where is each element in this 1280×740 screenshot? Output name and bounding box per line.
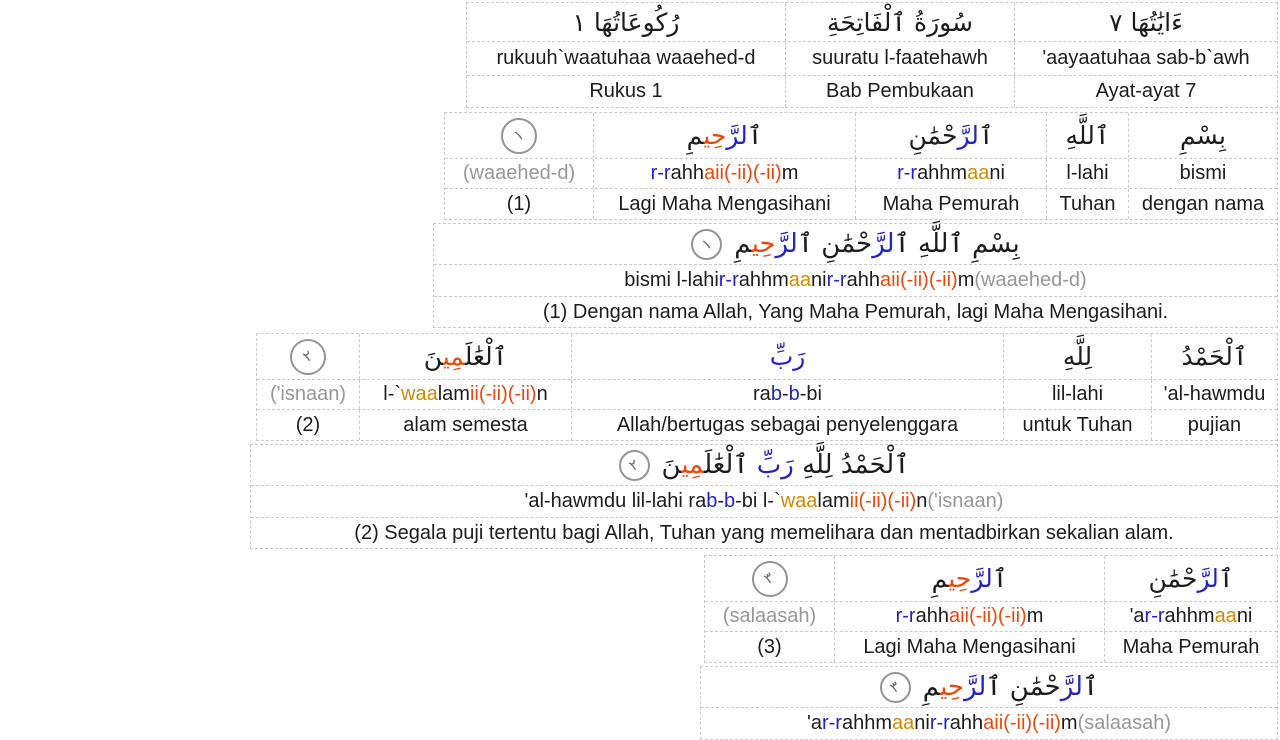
verse-number-digit: ١	[698, 233, 715, 254]
verse-number-circle	[752, 561, 788, 597]
header-translation-row	[467, 75, 1277, 107]
verse-number-digit: ٢	[299, 346, 316, 366]
verse2-arabic-row	[257, 334, 1277, 379]
header-arabic-ayat-count: ءَايَٰتُهَا ٧	[1014, 3, 1277, 41]
verse-number-digit: ٢	[625, 454, 642, 475]
verse1-translation-allah: Tuhan	[1046, 189, 1128, 219]
verse1-arabic-word-bismi: بِسْمِ	[1128, 113, 1277, 158]
surah-header-table	[466, 2, 1278, 108]
verse1-arabic-word-arrahman: ٱ لرَّ حْمَٰنِ	[855, 113, 1046, 158]
verse2-translation-alhamdu: pujian	[1151, 410, 1277, 440]
full-verse1-translation-row	[434, 296, 1277, 327]
full-verse3-arabic-row	[701, 667, 1277, 707]
verse3-translit-arrahman: 'a r-r ahhm aa ni	[1104, 602, 1277, 631]
verse3-translation-row	[705, 631, 1277, 662]
verse2-word-table	[256, 333, 1278, 441]
verse-number-digit: ٣	[761, 568, 778, 588]
verse2-arabic-word-lillahi: لِلَّهِ	[1003, 334, 1151, 379]
header-arabic-row	[467, 3, 1277, 41]
verse1-arabic-word-allah: ٱللَّهِ	[1046, 113, 1128, 158]
header-translit-rukus: rukuuh`waatuhaa waaehed-d	[496, 47, 756, 69]
verse3-word-table	[704, 555, 1278, 663]
full-verse2-translit-row	[251, 485, 1277, 517]
verse3-arabic-word-arrahman: ٱ لرَّ حْمَٰنِ	[1104, 556, 1277, 601]
verse3-translit-number: (salaasah)	[722, 605, 817, 627]
verse1-number-cell	[445, 113, 593, 158]
verse1-word-table	[444, 112, 1278, 220]
verse1-translit-number: (waaehed-d)	[462, 162, 576, 184]
verse2-translit-row	[257, 379, 1277, 409]
full-verse3-arabic	[701, 667, 1277, 707]
verse3-translation-arrahim: Lagi Maha Mengasihani	[834, 632, 1104, 662]
verse1-translation-number: (1)	[506, 192, 532, 215]
verse1-arabic-word-arrahim: ٱ لرَّ حِي‍ ‍مِ	[593, 113, 855, 158]
full-verse1-translit: bismi l-lahi r-r ahhm aa ni r-r ahh aii(-ii)(-ii) m (waaehed-d)	[624, 269, 1087, 291]
verse2-translation-rabbi: Allah/bertugas sebagai penyelenggara	[571, 410, 1003, 440]
full-verse2-arabic	[251, 445, 1277, 485]
header-translit-ayat-count: 'aayaatuhaa sab-b`awh	[1014, 42, 1277, 75]
full-verse2-box	[250, 444, 1278, 549]
verse1-translation-arrahim: Lagi Maha Mengasihani	[593, 189, 855, 219]
verse1-translit-row	[445, 158, 1277, 188]
verse2-translit-alhamdu: 'al-hawmdu	[1151, 380, 1277, 409]
full-verse1-arabic-text: بِسْمِ ٱللَّهِ ٱلرَّحْمَٰنِ ٱلرَّحِي‍‍مِ	[734, 229, 1020, 259]
verse2-translit-rabbi: ra b - b -bi	[571, 380, 1003, 409]
verse2-arabic-word-alamin: ٱلْعَٰلَ‍ ‍مِي‍ ‍نَ	[359, 334, 571, 379]
full-verse1-box	[433, 223, 1278, 328]
verse3-arabic-row	[705, 556, 1277, 601]
verse3-number-cell	[705, 556, 834, 601]
verse-number-circle	[501, 118, 537, 154]
verse3-translit-arrahim: r-r ahh aii(-ii)(-ii) m	[834, 602, 1104, 631]
verse1-translation-bismi: dengan nama	[1128, 189, 1277, 219]
verse1-translation-arrahman: Maha Pemurah	[855, 189, 1046, 219]
verse2-translit-lillahi: lil-lahi	[1003, 380, 1151, 409]
header-translation-ayat-count: Ayat-ayat 7	[1014, 76, 1277, 107]
full-verse2-translation-row	[251, 517, 1277, 548]
verse1-arabic-row	[445, 113, 1277, 158]
verse2-arabic-word-alhamdu: ٱلْحَمْدُ	[1151, 334, 1277, 379]
verse2-translit-number: ('isnaan)	[269, 383, 347, 405]
verse2-number-cell	[257, 334, 359, 379]
header-arabic-surah-title: سُورَةُ ٱلْفَاتِحَةِ	[785, 3, 1014, 41]
verse3-translit-row	[705, 601, 1277, 631]
verse3-translation-arrahman: Maha Pemurah	[1104, 632, 1277, 662]
verse-number-circle	[880, 672, 911, 703]
full-verse1-arabic	[434, 224, 1277, 264]
full-verse3-box	[700, 666, 1278, 740]
verse1-translation-row	[445, 188, 1277, 219]
verse1-translit-allah: l-lahi	[1046, 159, 1128, 188]
header-translation-rukus: Rukus 1	[589, 80, 663, 102]
verse-number-circle	[619, 450, 650, 481]
full-verse1-arabic-row	[434, 224, 1277, 264]
verse1-translit-bismi: bismi	[1128, 159, 1277, 188]
full-verse2-translation: (2) Segala puji tertentu bagi Allah, Tuhan yang memelihara dan mentadbirkan sekalian alam.	[354, 521, 1174, 544]
verse2-translation-alamin: alam semesta	[359, 410, 571, 440]
verse1-translit-arrahim: r-r ahh aii(-ii)(-ii) m	[593, 159, 855, 188]
verse2-translit-alamin: l-` waa lam ii(-ii)(-ii) n	[359, 380, 571, 409]
verse-number-digit: ١	[510, 125, 527, 145]
verse-number-digit: ٣	[886, 676, 904, 697]
full-verse3-arabic-text: ٱلرَّحْمَٰنِ ٱلرَّحِي‍‍مِ	[922, 672, 1099, 702]
verse2-translation-lillahi: untuk Tuhan	[1003, 410, 1151, 440]
header-translation-surah-title: Bab Pembukaan	[785, 76, 1014, 107]
header-translit-row	[467, 41, 1277, 75]
full-verse3-translit: 'a r-r ahhm aa ni r-r ahh aii(-ii)(-ii) m (salaasah)	[807, 712, 1171, 734]
full-verse2-translit: 'al-hawmdu lil-lahi ra b - b -bi l-` waa lam ii(-ii)(-ii) n ('isnaan)	[524, 490, 1004, 512]
verse2-arabic-word-rabbi: رَبِّ	[571, 334, 1003, 379]
verse-number-circle	[290, 339, 326, 375]
full-verse2-arabic-text: ٱلْحَمْدُ لِلَّهِ رَبِّ ٱلْعَٰلَ‍‍مِي‍‍نَ	[661, 450, 910, 480]
verse3-translation-number: (3)	[757, 635, 782, 658]
verse2-translation-number: (2)	[295, 413, 321, 436]
verse1-translit-arrahman: r-r ahhm aa ni	[855, 159, 1046, 188]
verse3-arabic-word-arrahim: ٱ لرَّ حِي‍ ‍مِ	[834, 556, 1104, 601]
full-verse1-translation: (1) Dengan nama Allah, Yang Maha Pemurah, lagi Maha Mengasihani.	[542, 300, 1169, 323]
full-verse2-arabic-row	[251, 445, 1277, 485]
full-verse3-translit-row	[701, 707, 1277, 739]
verse2-translation-row	[257, 409, 1277, 440]
header-arabic-rukus: رُكُوعَاتُهَا ١	[572, 7, 680, 37]
verse-number-circle	[691, 229, 722, 260]
header-translit-surah-title: suuratu l-faatehawh	[785, 42, 1014, 75]
full-verse1-translit-row	[434, 264, 1277, 296]
